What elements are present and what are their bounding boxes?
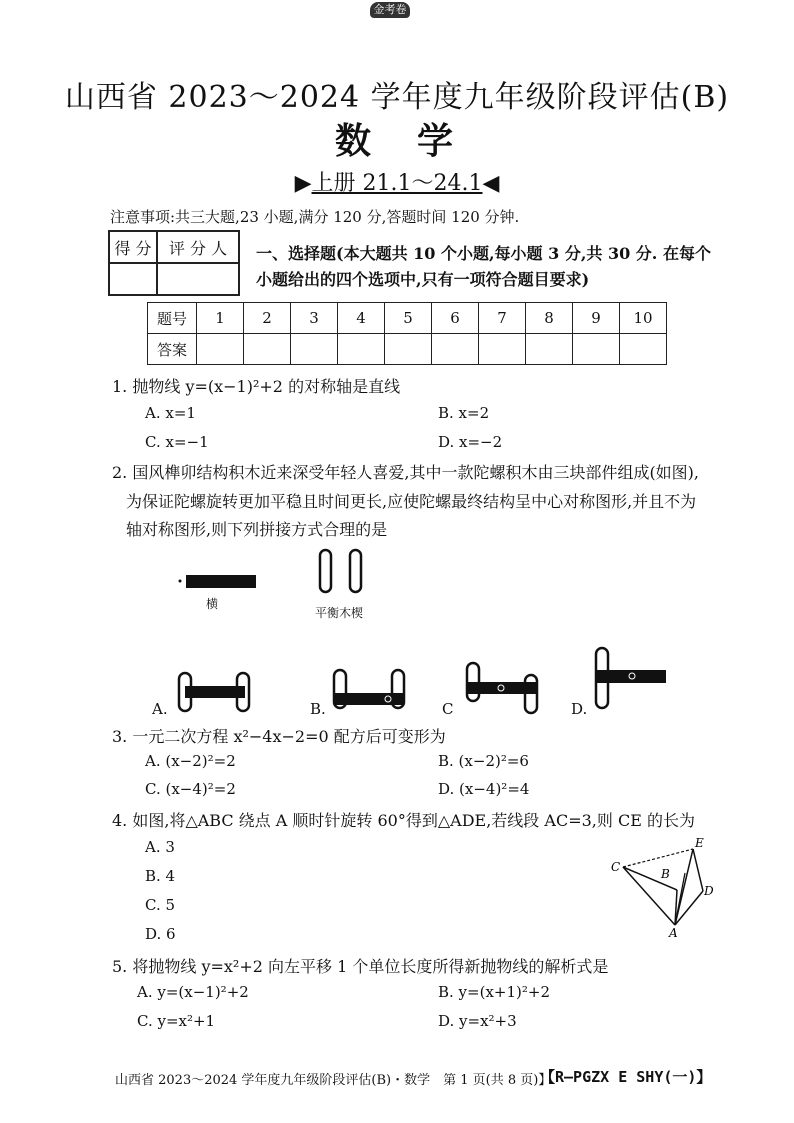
q2-stem-line3: 轴对称图形,则下列拼接方式合理的是 (126, 520, 388, 539)
answer-cell[interactable] (526, 334, 573, 365)
answer-table-number-row (148, 303, 667, 334)
segment-ed (693, 849, 703, 891)
q2-stem-line2: 为保证陀螺旋转更加平稳且时间更长,应使陀螺最终结构呈中心对称图形,并且不为 (126, 492, 697, 511)
point-e-label: E (695, 836, 704, 850)
section1-heading: 一、选择题(本大题共 10 个小题,每小题 3 分,共 30 分. 在每个小题给出的四个选项中,只有一项符合题目要求) (256, 244, 711, 289)
question-number: 10 (620, 303, 667, 334)
grader-cell[interactable] (157, 263, 239, 295)
score-label: 得 分 (109, 231, 157, 263)
answer-cell[interactable] (338, 334, 385, 365)
question-number: 2 (244, 303, 291, 334)
page-title: 山西省 2023～2024 学年度九年级阶段评估(B) (64, 80, 730, 115)
q4-option-d[interactable]: D. 6 (145, 925, 176, 943)
q5-option-a[interactable]: A. y=(x−1)²+2 (137, 983, 249, 1001)
q3-option-c[interactable]: C. (x−4)²=2 (145, 780, 236, 798)
point-a-label: A (669, 926, 678, 940)
answer-cell[interactable] (573, 334, 620, 365)
q2-option-d[interactable]: D. (571, 700, 588, 718)
q1-stem: 1. 抛物线 y=(x−1)²+2 的对称轴是直线 (112, 377, 401, 396)
q2-option-a[interactable]: A. (152, 700, 168, 718)
q5-option-b[interactable]: B. y=(x+1)²+2 (438, 983, 551, 1001)
q2-option-b-figure (330, 665, 410, 715)
answer-cell[interactable] (385, 334, 432, 365)
question-number: 4 (338, 303, 385, 334)
q2-option-c[interactable]: C (442, 700, 454, 718)
q4-option-b[interactable]: B. 4 (145, 867, 176, 885)
scope-arrow-left: ▶ (294, 171, 312, 196)
q1-option-c[interactable]: C. x=−1 (145, 433, 209, 451)
q1-option-a[interactable]: A. x=1 (145, 404, 196, 422)
answer-table (147, 302, 667, 365)
question-number: 5 (385, 303, 432, 334)
question-number: 9 (573, 303, 620, 334)
q5-option-c[interactable]: C. y=x²+1 (137, 1012, 216, 1030)
notice: 注意事项:共三大题,23 小题,满分 120 分,答题时间 120 分钟. (110, 208, 520, 226)
question-number: 3 (291, 303, 338, 334)
q3-option-a[interactable]: A. (x−2)²=2 (145, 752, 236, 770)
label-wedge: 平衡木楔 (315, 606, 364, 620)
point-b-label: B (661, 867, 670, 881)
q5-option-d[interactable]: D. y=x²+3 (438, 1012, 517, 1030)
score-table (108, 230, 240, 296)
answer-cell[interactable] (620, 334, 667, 365)
q4-option-c[interactable]: C. 5 (145, 896, 176, 914)
q2-stem-line1: 2. 国风榫卯结构积木近来深受年轻人喜爱,其中一款陀螺积木由三块部件组成(如图), (112, 463, 700, 482)
q5-stem: 5. 将抛物线 y=x²+2 向左平移 1 个单位长度所得新抛物线的解析式是 (112, 957, 609, 976)
question-number: 6 (432, 303, 479, 334)
wedge-piece (350, 550, 361, 592)
point-c-label: C (611, 860, 621, 874)
publisher-logo: 金考卷 (370, 2, 410, 18)
q3-option-d[interactable]: D. (x−4)²=4 (438, 780, 530, 798)
paper-code: 【R—PGZX E SHY(一)】 (540, 1068, 712, 1086)
q3-option-b[interactable]: B. (x−2)²=6 (438, 752, 529, 770)
q4-option-a[interactable]: A. 3 (145, 838, 175, 856)
q1-option-d[interactable]: D. x=−2 (438, 433, 503, 451)
wedge-piece (320, 550, 331, 592)
question-number: 7 (479, 303, 526, 334)
q4-geometry-figure (605, 833, 725, 941)
row-label-answer: 答案 (148, 334, 197, 365)
page-footer: 山西省 2023～2024 学年度九年级阶段评估(B)・数学 第 1 页(共 8 页)】 (115, 1073, 552, 1088)
q2-option-a-figure (175, 665, 255, 715)
q3-stem: 3. 一元二次方程 x²−4x−2=0 配方后可变形为 (112, 727, 446, 746)
row-label-number: 题号 (148, 303, 197, 334)
bar-piece (186, 575, 256, 588)
scope-arrow-right: ◀ (482, 171, 500, 196)
scope-text: 上册 21.1～24.1 (311, 171, 483, 196)
subject-title: 数学 (334, 120, 499, 162)
answer-cell[interactable] (197, 334, 244, 365)
answer-cell[interactable] (432, 334, 479, 365)
question-number: 8 (526, 303, 573, 334)
grader-label: 评 分 人 (157, 231, 239, 263)
q1-option-b[interactable]: B. x=2 (438, 404, 490, 422)
answer-cell[interactable] (291, 334, 338, 365)
scope-range (0, 166, 794, 197)
question-number: 1 (197, 303, 244, 334)
segment-ce (623, 849, 693, 867)
answer-cell[interactable] (479, 334, 526, 365)
q2-option-c-figure (463, 660, 543, 718)
answer-table-answer-row (148, 334, 667, 365)
answer-cell[interactable] (244, 334, 291, 365)
q4-stem: 4. 如图,将△ABC 绕点 A 顺时针旋转 60°得到△ADE,若线段 AC=3,则 CE 的长为 (112, 811, 695, 830)
q2-option-b[interactable]: B. (310, 700, 326, 718)
score-cell[interactable] (109, 263, 157, 295)
q2-option-d-figure (590, 645, 675, 715)
label-bar: 横 (206, 597, 219, 611)
point-d-label: D (704, 884, 714, 898)
